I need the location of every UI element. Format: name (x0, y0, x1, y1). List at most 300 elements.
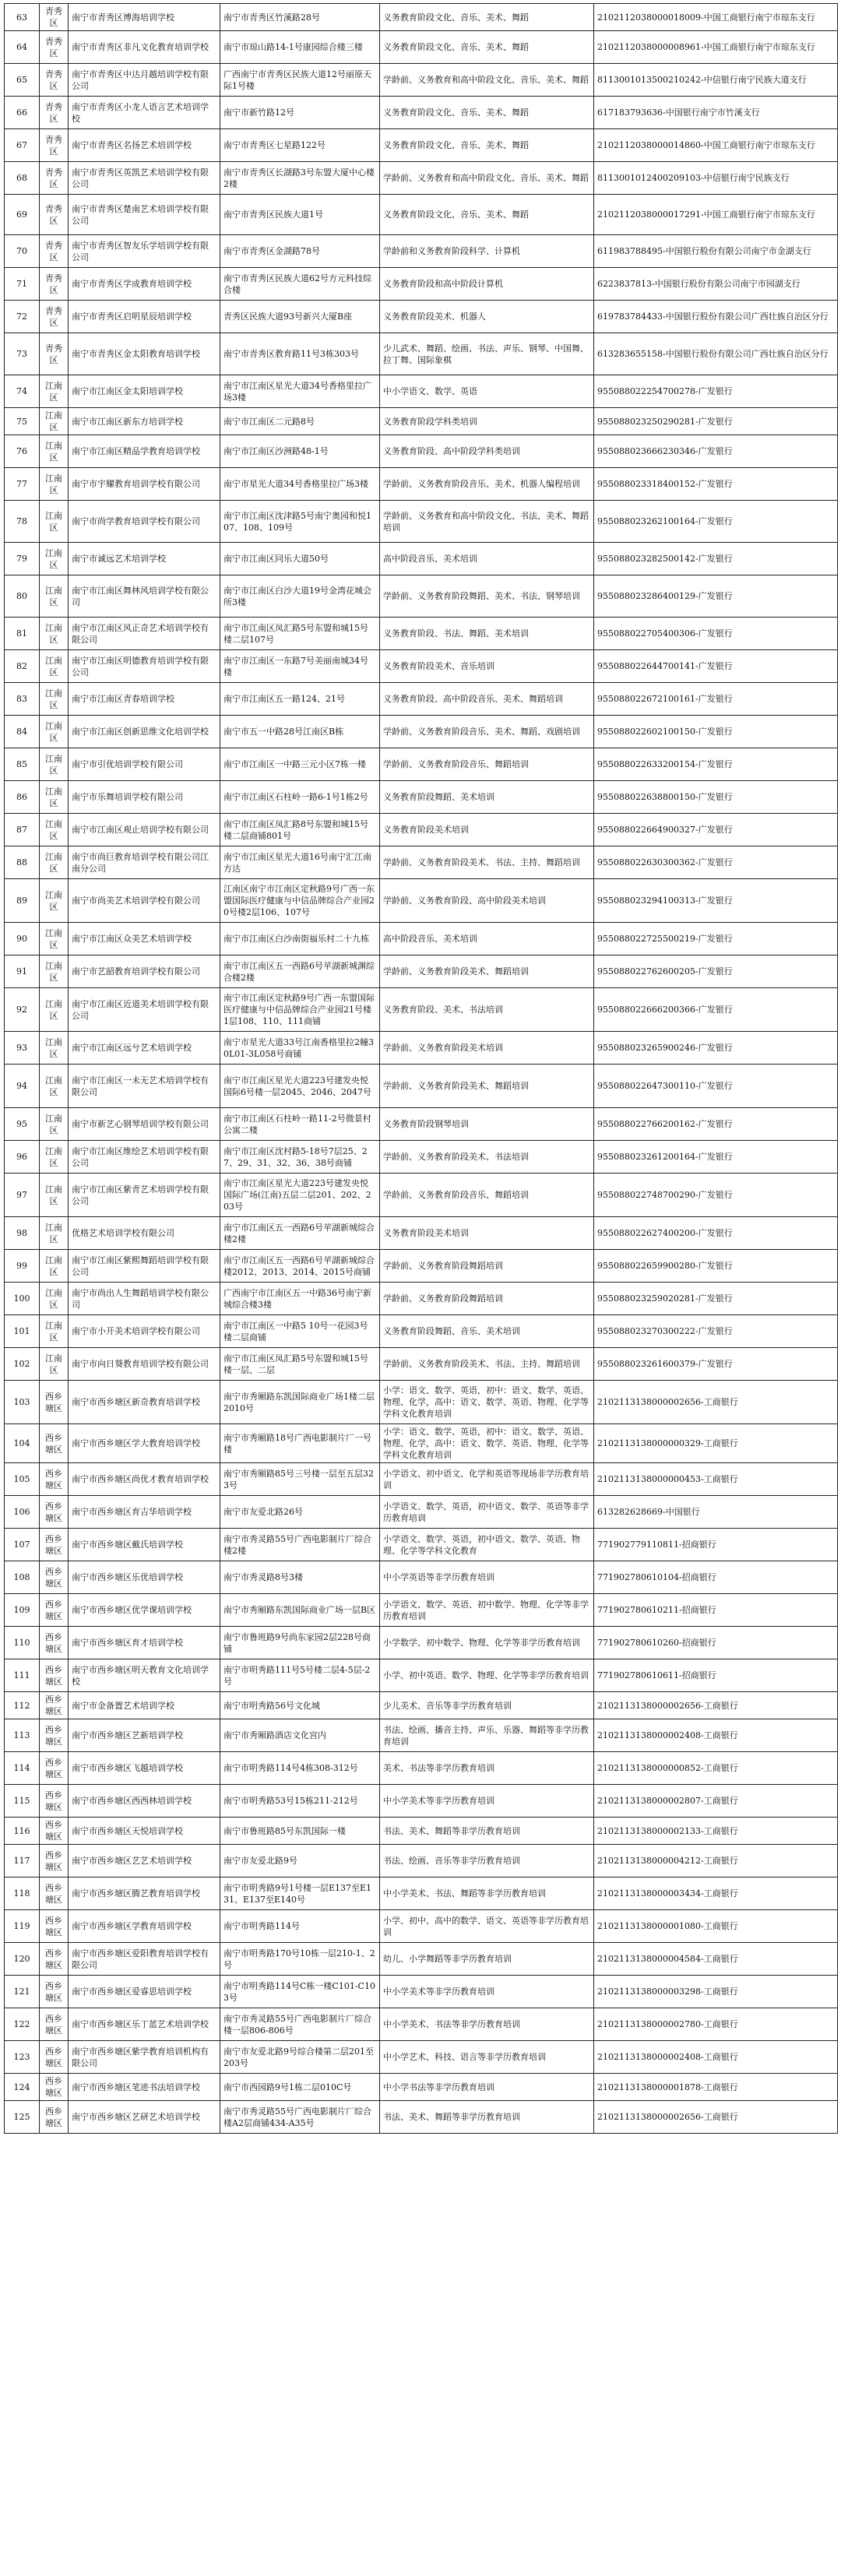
scope-cell: 高中阶段音乐、美术培训 (380, 543, 594, 575)
district-cell: 西乡塘区 (40, 1785, 69, 1818)
address-cell: 南宁市青秀区七星路122号 (220, 129, 380, 162)
district-cell: 江南区 (40, 618, 69, 650)
table-row (5, 1424, 838, 1463)
district-cell: 西乡塘区 (40, 2101, 69, 2134)
table-row (5, 1381, 838, 1424)
bank-account-cell: 955088022254700278-广发银行 (594, 375, 838, 408)
scope-cell: 书法、绘画、播音主持、声乐、乐器、舞蹈等非学历教育培训 (380, 1719, 594, 1752)
district-cell: 江南区 (40, 650, 69, 683)
table-row (5, 1141, 838, 1174)
address-cell: 南宁市明秀路114号C栋一楼C101-C103号 (220, 1976, 380, 2008)
address-cell: 南宁市江南区星光大道34号香格里拉广场3楼 (220, 375, 380, 408)
table-row (5, 650, 838, 683)
school-name-cell: 南宁市青秀区金太阳教育培训学校 (69, 333, 220, 375)
school-name-cell: 南宁市江南区金太阳培训学校 (69, 375, 220, 408)
scope-cell: 中小学书法等非学历教育培训 (380, 2074, 594, 2101)
bank-account-cell: 2102113138000002408-工商银行 (594, 1719, 838, 1752)
address-cell: 南宁市明秀路170号10栋一层210-1、2号 (220, 1943, 380, 1976)
table-row (5, 97, 838, 129)
bank-account-cell: 955088022664900327-广发银行 (594, 814, 838, 846)
bank-account-cell: 955088022762600205-广发银行 (594, 955, 838, 988)
school-name-cell: 南宁市江南区远兮艺术培训学校 (69, 1032, 220, 1065)
scope-cell: 学龄前、义务教育和高中阶段文化、音乐、美术、舞蹈 (380, 64, 594, 97)
table-row (5, 879, 838, 923)
address-cell: 南宁市江南区同乐大道50号 (220, 543, 380, 575)
district-cell: 江南区 (40, 1283, 69, 1315)
row-number: 104 (5, 1424, 40, 1463)
bank-account-cell: 955088023282500142-广发银行 (594, 543, 838, 575)
bank-account-cell: 955088023262100164-广发银行 (594, 501, 838, 543)
district-cell: 江南区 (40, 988, 69, 1032)
district-cell: 江南区 (40, 1174, 69, 1217)
scope-cell: 中小学英语等非学历教育培训 (380, 1561, 594, 1594)
table-row (5, 716, 838, 748)
address-cell: 南宁市明秀路56号文化城 (220, 1692, 380, 1719)
scope-cell: 义务教育阶段、美术、书法培训 (380, 988, 594, 1032)
district-cell: 青秀区 (40, 235, 69, 268)
address-cell: 南宁市江南区石柱岭一路11-2号微景村公寓二楼 (220, 1108, 380, 1141)
row-number: 65 (5, 64, 40, 97)
district-cell: 西乡塘区 (40, 1845, 69, 1877)
district-cell: 西乡塘区 (40, 1719, 69, 1752)
row-number: 107 (5, 1529, 40, 1561)
row-number: 63 (5, 4, 40, 31)
table-row (5, 162, 838, 195)
scope-cell: 少儿美术、音乐等非学历教育培训 (380, 1692, 594, 1719)
district-cell: 江南区 (40, 408, 69, 435)
school-name-cell: 南宁市西乡塘区艺研艺术培训学校 (69, 2101, 220, 2134)
district-cell: 江南区 (40, 1217, 69, 1250)
bank-account-cell: 2102113138000000453-工商银行 (594, 1463, 838, 1496)
district-cell: 西乡塘区 (40, 1943, 69, 1976)
address-cell: 南宁市江南区五一路124、21号 (220, 683, 380, 716)
district-cell: 西乡塘区 (40, 1910, 69, 1943)
row-number: 105 (5, 1463, 40, 1496)
district-cell: 西乡塘区 (40, 1976, 69, 2008)
scope-cell: 学龄前、义务教育阶段音乐、美术、机器人编程培训 (380, 468, 594, 501)
bank-account-cell: 771902780610260-招商银行 (594, 1627, 838, 1659)
address-cell: 南宁市江南区星光大道223号建发央悦国际6号楼一层2045、2046、2047号 (220, 1065, 380, 1108)
address-cell: 南宁市江南区白沙南街福乐村二十九栋 (220, 923, 380, 955)
district-cell: 西乡塘区 (40, 1877, 69, 1910)
address-cell: 江南区南宁市江南区定秋路9号广西一东盟国际医疗健康与中信品牌综合产业园20号楼2层106、107号 (220, 879, 380, 923)
scope-cell: 义务教育阶段文化、音乐、美术、舞蹈 (380, 195, 594, 235)
row-number: 110 (5, 1627, 40, 1659)
row-number: 92 (5, 988, 40, 1032)
table-row (5, 1496, 838, 1529)
row-number: 83 (5, 683, 40, 716)
table-row (5, 235, 838, 268)
address-cell: 南宁市青秀区金湖路78号 (220, 235, 380, 268)
school-name-cell: 南宁市江南区维绘艺术培训学校有限公司 (69, 1141, 220, 1174)
district-cell: 江南区 (40, 501, 69, 543)
table-row (5, 408, 838, 435)
address-cell: 南宁市江南区凤汇路5号东盟和城15号楼二层107号 (220, 618, 380, 650)
school-name-cell: 南宁市西乡塘区学大教育培训学校 (69, 1424, 220, 1463)
bank-account-cell: 2102113138000002780-工商银行 (594, 2008, 838, 2041)
table-row (5, 683, 838, 716)
table-row (5, 1594, 838, 1627)
school-name-cell: 南宁市西乡塘区爱睿思培训学校 (69, 1976, 220, 2008)
table-row (5, 618, 838, 650)
district-cell: 西乡塘区 (40, 2008, 69, 2041)
school-name-cell: 南宁市江南区紫熙舞蹈培训学校有限公司 (69, 1250, 220, 1283)
school-name-cell: 南宁市诚远艺术培训学校 (69, 543, 220, 575)
table-row (5, 4, 838, 31)
row-number: 108 (5, 1561, 40, 1594)
table-row (5, 195, 838, 235)
school-name-cell: 南宁市西乡塘区艺艺术培训学校 (69, 1845, 220, 1877)
school-name-cell: 南宁市青秀区学成教育培训学校 (69, 268, 220, 301)
address-cell: 南宁市明秀路9号1号楼一层E137至E131、E137至E140号 (220, 1877, 380, 1910)
row-number: 124 (5, 2074, 40, 2101)
address-cell: 南宁市青秀区教育路11号3栋303号 (220, 333, 380, 375)
row-number: 97 (5, 1174, 40, 1217)
row-number: 114 (5, 1752, 40, 1785)
scope-cell: 学龄前、义务教育阶段音乐、舞蹈培训 (380, 1174, 594, 1217)
bank-account-cell: 955088023286400129-广发银行 (594, 575, 838, 618)
school-name-cell: 南宁市西乡塘区学教育培训学校 (69, 1910, 220, 1943)
bank-account-cell: 2102113138000002656-工商银行 (594, 1381, 838, 1424)
scope-cell: 义务教育阶段学科类培训 (380, 408, 594, 435)
table-row (5, 1785, 838, 1818)
district-cell: 江南区 (40, 923, 69, 955)
row-number: 70 (5, 235, 40, 268)
scope-cell: 小学语文、数学、英语、初中数学、物理、化学等非学历教育培训 (380, 1594, 594, 1627)
row-number: 88 (5, 846, 40, 879)
table-row (5, 1217, 838, 1250)
school-name-cell: 南宁市青秀区启明星辰培训学校 (69, 301, 220, 333)
school-name-cell: 南宁市青秀区智友乐学培训学校有限公司 (69, 235, 220, 268)
district-cell: 青秀区 (40, 4, 69, 31)
school-name-cell: 南宁市西乡塘区西西林培训学校 (69, 1785, 220, 1818)
address-cell: 广西南宁市江南区五一中路36号南宁新城综合楼3楼 (220, 1283, 380, 1315)
bank-account-cell: 2102113138000004584-工商银行 (594, 1943, 838, 1976)
bank-account-cell: 2102113138000000852-工商银行 (594, 1752, 838, 1785)
school-name-cell: 南宁市西乡塘区腾艺教育培训学校 (69, 1877, 220, 1910)
district-cell: 江南区 (40, 955, 69, 988)
address-cell: 南宁市秀厢路酒店文化宫内 (220, 1719, 380, 1752)
scope-cell: 义务教育阶段舞蹈、美术培训 (380, 781, 594, 814)
table-row (5, 435, 838, 468)
table-row (5, 1283, 838, 1315)
row-number: 86 (5, 781, 40, 814)
scope-cell: 学龄前、义务教育阶段美术、书法、主持、舞蹈培训 (380, 846, 594, 879)
bank-account-cell: 955088022627400200-广发银行 (594, 1217, 838, 1250)
school-name-cell: 南宁市江南区青春培训学校 (69, 683, 220, 716)
address-cell: 南宁市秀灵路55号广西电影制片厂综合楼A2层商铺434-A35号 (220, 2101, 380, 2134)
row-number: 68 (5, 162, 40, 195)
address-cell: 南宁市江南区五一西路6号苹湖新城综合楼2012、2013、2014、2015号商铺 (220, 1250, 380, 1283)
bank-account-cell: 2102113138000002133-工商银行 (594, 1818, 838, 1845)
row-number: 76 (5, 435, 40, 468)
bank-account-cell: 955088022725500219-广发银行 (594, 923, 838, 955)
district-cell: 江南区 (40, 575, 69, 618)
address-cell: 广西南宁市青秀区民族大道12号丽原天际1号楼 (220, 64, 380, 97)
school-name-cell: 南宁市江南区明德教育培训学校有限公司 (69, 650, 220, 683)
scope-cell: 高中阶段音乐、美术培训 (380, 923, 594, 955)
table-row (5, 1910, 838, 1943)
school-name-cell: 南宁市青秀区楚南艺术培训学校有限公司 (69, 195, 220, 235)
district-cell: 江南区 (40, 683, 69, 716)
district-cell: 青秀区 (40, 333, 69, 375)
district-cell: 西乡塘区 (40, 1529, 69, 1561)
scope-cell: 学龄前、义务教育阶段音乐、舞蹈培训 (380, 748, 594, 781)
scope-cell: 学龄前、义务教育阶段、高中阶段美术培训 (380, 879, 594, 923)
district-cell: 西乡塘区 (40, 1818, 69, 1845)
school-name-cell: 南宁市西乡塘区优学课培训学校 (69, 1594, 220, 1627)
scope-cell: 中小学美术等非学历教育培训 (380, 1976, 594, 2008)
address-cell: 南宁市江南区石柱岭一路6-1号1栋2号 (220, 781, 380, 814)
bank-account-cell: 611983788495-中国银行股份有限公司南宁市金湖支行 (594, 235, 838, 268)
table-row (5, 781, 838, 814)
district-cell: 江南区 (40, 748, 69, 781)
district-cell: 西乡塘区 (40, 1627, 69, 1659)
row-number: 67 (5, 129, 40, 162)
table-row (5, 1845, 838, 1877)
school-name-cell: 南宁市小开美术培训学校有限公司 (69, 1315, 220, 1348)
bank-account-cell: 2102113138000000329-工商银行 (594, 1424, 838, 1463)
bank-account-cell: 2102113138000002656-工商银行 (594, 2101, 838, 2134)
address-cell: 南宁市秀厢路18号广西电影制片厂一号楼 (220, 1424, 380, 1463)
bank-account-cell: 955088022630300362-广发银行 (594, 846, 838, 879)
row-number: 66 (5, 97, 40, 129)
school-name-cell: 南宁市西乡塘区戴氏培训学校 (69, 1529, 220, 1561)
table-row (5, 129, 838, 162)
school-name-cell: 南宁市尚出人生舞蹈培训学校有限公司 (69, 1283, 220, 1315)
row-number: 106 (5, 1496, 40, 1529)
table-row (5, 748, 838, 781)
table-row (5, 1108, 838, 1141)
school-name-cell: 南宁市江南区众美艺术培训学校 (69, 923, 220, 955)
row-number: 109 (5, 1594, 40, 1627)
table-row (5, 1659, 838, 1692)
row-number: 100 (5, 1283, 40, 1315)
row-number: 81 (5, 618, 40, 650)
bank-account-cell: 2102113138000002408-工商银行 (594, 2041, 838, 2074)
bank-account-cell: 2102113138000002656-工商银行 (594, 1692, 838, 1719)
address-cell: 南宁市友爱北路9号综合楼第二层201至203号 (220, 2041, 380, 2074)
bank-account-cell: 6223837813-中国银行股份有限公司南宁市园湖支行 (594, 268, 838, 301)
scope-cell: 书法、绘画、音乐等非学历教育培训 (380, 1845, 594, 1877)
address-cell: 南宁市江南区五一西路6号苹湖新城渊综合楼2楼 (220, 955, 380, 988)
school-name-cell: 南宁市西乡塘区飞越培训学校 (69, 1752, 220, 1785)
table-row (5, 1818, 838, 1845)
address-cell: 南宁市友爱北路26号 (220, 1496, 380, 1529)
district-cell: 西乡塘区 (40, 1381, 69, 1424)
table-row (5, 1692, 838, 1719)
scope-cell: 学龄前、义务教育和高中阶段文化、音乐、美术、舞蹈 (380, 162, 594, 195)
row-number: 93 (5, 1032, 40, 1065)
address-cell: 南宁市江南区五一西路6号苹湖新城综合楼2楼 (220, 1217, 380, 1250)
district-cell: 江南区 (40, 468, 69, 501)
scope-cell: 小学、初中、高中的数学、语文、英语等非学历教育培训 (380, 1910, 594, 1943)
row-number: 94 (5, 1065, 40, 1108)
address-cell: 南宁市秀灵路8号3楼 (220, 1561, 380, 1594)
row-number: 116 (5, 1818, 40, 1845)
school-name-cell: 南宁市西乡塘区紫学教育培训机构有限公司 (69, 2041, 220, 2074)
bank-account-cell: 2102112038000017291-中国工商银行南宁市琼东支行 (594, 195, 838, 235)
scope-cell: 义务教育阶段钢琴培训 (380, 1108, 594, 1141)
school-name-cell: 南宁市江南区一未无艺术培训学校有限公司 (69, 1065, 220, 1108)
table-row (5, 2074, 838, 2101)
school-name-cell: 南宁市西乡塘区育才培训学校 (69, 1627, 220, 1659)
school-name-cell: 南宁市青秀区非凡文化教育培训学校 (69, 31, 220, 64)
row-number: 91 (5, 955, 40, 988)
district-cell: 青秀区 (40, 97, 69, 129)
school-name-cell: 南宁市江南区创新思维文化培训学校 (69, 716, 220, 748)
row-number: 115 (5, 1785, 40, 1818)
bank-account-cell: 955088022748700290-广发银行 (594, 1174, 838, 1217)
district-cell: 西乡塘区 (40, 1594, 69, 1627)
address-cell: 南宁市青秀区竹溪路28号 (220, 4, 380, 31)
bank-account-cell: 2102113138000004212-工商银行 (594, 1845, 838, 1877)
table-row (5, 988, 838, 1032)
row-number: 80 (5, 575, 40, 618)
school-name-cell: 南宁市江南区观止培训学校有限公司 (69, 814, 220, 846)
district-cell: 西乡塘区 (40, 2041, 69, 2074)
school-name-cell: 南宁市尚学教育培训学校有限公司 (69, 501, 220, 543)
address-cell: 南宁市青秀区民族大道62号方元科技综合楼 (220, 268, 380, 301)
address-cell: 南宁市江南区一东路7号美丽南城34号楼 (220, 650, 380, 683)
district-cell: 江南区 (40, 1250, 69, 1283)
school-name-cell: 南宁市西乡塘区尚优才教育培训学校 (69, 1463, 220, 1496)
row-number: 118 (5, 1877, 40, 1910)
table-row (5, 1463, 838, 1496)
bank-account-cell: 8113001012400209103-中信银行南宁民族支行 (594, 162, 838, 195)
scope-cell: 学龄前、义务教育阶段美术、书法培训 (380, 1141, 594, 1174)
table-row (5, 814, 838, 846)
table-row (5, 31, 838, 64)
bank-account-cell: 955088023265900246-广发银行 (594, 1032, 838, 1065)
bank-account-cell: 955088023294100313-广发银行 (594, 879, 838, 923)
school-name-cell: 南宁市西乡塘区育吉华培训学校 (69, 1496, 220, 1529)
bank-account-cell: 8113001013500210242-中信银行南宁民族大道支行 (594, 64, 838, 97)
row-number: 119 (5, 1910, 40, 1943)
scope-cell: 学龄前、义务教育和高中阶段文化、书法、美术、舞蹈培训 (380, 501, 594, 543)
row-number: 111 (5, 1659, 40, 1692)
scope-cell: 小学语文、数学、英语，初中语文、数学、英语等非学历教育培训 (380, 1496, 594, 1529)
table-row (5, 268, 838, 301)
bank-account-cell: 771902780610211-招商银行 (594, 1594, 838, 1627)
bank-account-cell: 955088022666200366-广发银行 (594, 988, 838, 1032)
district-cell: 江南区 (40, 375, 69, 408)
district-cell: 江南区 (40, 1141, 69, 1174)
table-row (5, 1752, 838, 1785)
address-cell: 南宁市江南区二元路8号 (220, 408, 380, 435)
district-cell: 江南区 (40, 814, 69, 846)
table-row (5, 468, 838, 501)
bank-account-cell: 2102112038000018009-中国工商银行南宁市琼东支行 (594, 4, 838, 31)
bank-account-cell: 955088023259020281-广发银行 (594, 1283, 838, 1315)
scope-cell: 小学：语文、数学、英语，初中：语文、数学、英语、物理、化学，高中：语文、数学、英语、物理、化学等学科文化教育培训 (380, 1424, 594, 1463)
row-number: 87 (5, 814, 40, 846)
table-row (5, 1250, 838, 1283)
bank-account-cell: 955088022633200154-广发银行 (594, 748, 838, 781)
address-cell: 南宁市江南区定秋路9号广西一东盟国际医疗健康与中信品牌综合产业园21号楼1层108、110、111商铺 (220, 988, 380, 1032)
address-cell: 南宁市江南区白沙大道19号金湾花城会所3楼 (220, 575, 380, 618)
scope-cell: 小学：语文、数学、英语，初中：语文、数学、英语、物理、化学，高中：语文、数学、英语、物理、化学等学科文化教育培训 (380, 1381, 594, 1424)
district-cell: 江南区 (40, 846, 69, 879)
address-cell: 南宁市友爱北路9号 (220, 1845, 380, 1877)
scope-cell: 义务教育阶段、书法、舞蹈、美术培训 (380, 618, 594, 650)
address-cell: 南宁市江南区沈津路5号南宁奥园和悦107、108、109号 (220, 501, 380, 543)
address-cell: 南宁市琼山路14-1号康园综合楼三楼 (220, 31, 380, 64)
row-number: 78 (5, 501, 40, 543)
school-name-cell: 南宁市青秀区名扬艺术培训学校 (69, 129, 220, 162)
school-name-cell: 南宁市宇耀教育培训学校有限公司 (69, 468, 220, 501)
scope-cell: 中小学美术、书法、舞蹈等非学历教育培训 (380, 1877, 594, 1910)
school-name-cell: 南宁市向日葵教育培训学校有限公司 (69, 1348, 220, 1381)
scope-cell: 小学数学、初中数学、物理、化学等非学历教育培训 (380, 1627, 594, 1659)
school-name-cell: 南宁市青秀区中达月越培训学校有限公司 (69, 64, 220, 97)
district-cell: 青秀区 (40, 268, 69, 301)
address-cell: 南宁市明秀路114号4栋308-312号 (220, 1752, 380, 1785)
school-name-cell: 南宁市西乡塘区爱阳教育培训学校有限公司 (69, 1943, 220, 1976)
bank-account-cell: 771902780610104-招商银行 (594, 1561, 838, 1594)
bank-account-cell: 955088023261200164-广发银行 (594, 1141, 838, 1174)
address-cell: 南宁市秀灵路55号广西电影制片厂综合楼一层806-806号 (220, 2008, 380, 2041)
bank-account-cell: 619783784433-中国银行股份有限公司广西壮族自治区分行 (594, 301, 838, 333)
school-name-cell: 南宁市西乡塘区乐丁蓝艺术培训学校 (69, 2008, 220, 2041)
row-number: 74 (5, 375, 40, 408)
school-name-cell: 南宁市江南区风正奇艺术培训学校有限公司 (69, 618, 220, 650)
address-cell: 南宁市江南区一中路5 10号一花园3号楼二层商铺 (220, 1315, 380, 1348)
school-name-cell: 南宁市青秀区英凯艺术培训学校有限公司 (69, 162, 220, 195)
row-number: 101 (5, 1315, 40, 1348)
school-name-cell: 南宁市西乡塘区笔迹书法培训学校 (69, 2074, 220, 2101)
address-cell: 南宁市鲁班路85号东凯国际一楼 (220, 1818, 380, 1845)
district-cell: 江南区 (40, 1315, 69, 1348)
bank-account-cell: 955088022602100150-广发银行 (594, 716, 838, 748)
scope-cell: 美术、书法等非学历教育培训 (380, 1752, 594, 1785)
district-cell: 江南区 (40, 1065, 69, 1108)
bank-account-cell: 2102113138000001878-工商银行 (594, 2074, 838, 2101)
row-number: 72 (5, 301, 40, 333)
address-cell: 南宁市秀灵路55号广西电影制片厂综合楼2楼 (220, 1529, 380, 1561)
bank-account-cell: 2102113138000003298-工商银行 (594, 1976, 838, 2008)
bank-account-cell: 955088022659900280-广发银行 (594, 1250, 838, 1283)
school-name-cell: 南宁市尚美艺术培训学校有限公司 (69, 879, 220, 923)
table-row (5, 375, 838, 408)
row-number: 77 (5, 468, 40, 501)
table-row (5, 64, 838, 97)
row-number: 71 (5, 268, 40, 301)
row-number: 73 (5, 333, 40, 375)
table-row (5, 2008, 838, 2041)
bank-account-cell: 955088023270300222-广发银行 (594, 1315, 838, 1348)
bank-account-cell: 955088022644700141-广发银行 (594, 650, 838, 683)
bank-account-cell: 2102113138000002807-工商银行 (594, 1785, 838, 1818)
district-cell: 江南区 (40, 1108, 69, 1141)
table-row (5, 543, 838, 575)
district-cell: 江南区 (40, 781, 69, 814)
table-row (5, 1943, 838, 1976)
row-number: 90 (5, 923, 40, 955)
district-cell: 西乡塘区 (40, 2074, 69, 2101)
address-cell: 南宁市江南区凤汇路5号东盟和城15号楼一层、二层 (220, 1348, 380, 1381)
table-row (5, 923, 838, 955)
address-cell: 南宁市江南区一中路三元小区7栋一楼 (220, 748, 380, 781)
table-row (5, 846, 838, 879)
district-cell: 西乡塘区 (40, 1424, 69, 1463)
table-row (5, 1976, 838, 2008)
bank-account-cell: 955088023261600379-广发银行 (594, 1348, 838, 1381)
bank-account-cell: 955088023318400152-广发银行 (594, 468, 838, 501)
scope-cell: 义务教育阶段文化、音乐、美术、舞蹈 (380, 129, 594, 162)
school-name-cell: 南宁市西乡塘区新奇教育培训学校 (69, 1381, 220, 1424)
address-cell: 南宁市秀厢路85号三号楼一层至五层323号 (220, 1463, 380, 1496)
